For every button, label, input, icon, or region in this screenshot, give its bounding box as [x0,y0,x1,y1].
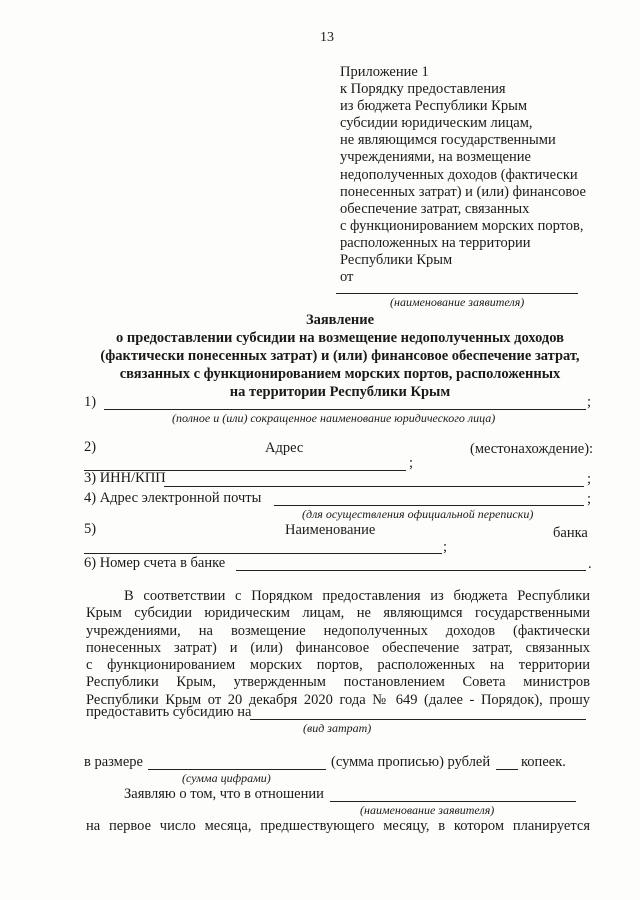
cost-type-line[interactable] [250,719,586,720]
field-6-label: 6) Номер счета в банке [84,555,226,571]
title-line: связанных с функционированием морских портов, расположенных [119,366,561,382]
appendix-line: обеспечение затрат, связанных [340,200,530,217]
field-4-label: 4) Адрес электронной почты [84,490,262,506]
paragraph-line: В соответствии с Порядком предоставления из бюджета Республики [124,588,590,604]
amount-figures-line[interactable] [148,769,326,770]
field-2-label-2: (местонахождение): [470,441,594,457]
appendix-line: расположенных на территории [340,234,531,251]
paragraph-line: Крым субсидии юридическим лицам, не являющимся государственными [86,605,590,622]
title-line: о предоставлении субсидии на возмещение недополученных доходов [116,330,564,346]
title-line: (фактически понесенных затрат) и (или) финансовое обеспечение затрат, [100,348,580,364]
declaration-note: (наименование заявителя) [360,803,495,817]
declaration-applicant-line[interactable] [330,801,576,802]
page-number: 13 [320,30,334,45]
field-5-end: ; [443,539,448,555]
appendix-line: Приложение 1 [340,64,429,80]
appendix-line: Республики Крым [340,252,453,269]
appendix-line: из бюджета Республики Крым [340,98,528,115]
amount-suffix: копеек. [521,754,566,770]
paragraph-line: Республики Крым от 20 декабря 2020 года № 649 (далее - Порядок), прошу [86,691,590,708]
field-5-label-2: банка [553,525,588,541]
amount-note: (сумма цифрами) [182,771,271,785]
main-paragraph [86,588,590,709]
applicant-note: (наименование заявителя) [390,295,525,309]
field-4-end: ; [587,491,592,507]
amount-middle: (сумма прописью) рублей [331,754,491,770]
appendix-line: недополученных доходов (фактически [340,166,578,183]
appendix-line: с функционированием морских портов, [340,217,584,234]
field-5-number: 5) [84,521,97,537]
kopecks-line[interactable] [496,769,518,770]
continuation-paragraph [86,818,590,835]
declaration-text: Заявляю о том, что в отношении [124,786,324,802]
field-3-label: 3) ИНН/КПП [84,470,166,486]
appendix-line: от [340,269,354,286]
field-3-end: ; [587,471,592,487]
continuation-line: на первое число месяца, предшествующего месяцу, в котором планируется [86,818,590,834]
paragraph-last-line: предоставить субсидию на [86,704,252,720]
account-number-line[interactable] [236,570,586,571]
legal-entity-note: (полное и (или) сокращенное наименование юридического лица) [172,411,496,425]
paragraph-line: Республики Крым, утвержденным постановлением Совета министров [86,674,590,691]
appendix-block [340,64,586,286]
legal-entity-name-line[interactable] [104,409,586,410]
field-1-end: ; [587,394,592,410]
title-heading: Заявление [305,312,375,328]
paragraph-line: понесенных затрат) и (или) финансовое обеспечение затрат, связанных [86,639,590,656]
field-2-number: 2) [84,439,97,455]
appendix-line: понесенных затрат) и (или) финансовое [340,183,586,200]
email-line[interactable] [274,505,584,506]
inn-kpp-line[interactable] [164,486,584,487]
bank-name-line[interactable] [84,553,442,554]
appendix-line: субсидии юридическим лицам, [340,115,533,132]
appendix-line: к Порядку предоставления [340,81,506,98]
appendix-line: учреждениями, на возмещение [340,149,531,166]
amount-prefix: в размере [84,754,143,770]
applicant-line[interactable] [336,293,578,294]
paragraph-line: с функционированием морских портов, расположенных на территории [86,657,590,674]
field-2-end: ; [409,455,414,471]
title-line: на территории Республики Крым [229,384,451,400]
field-5-label: Наименование [285,522,376,538]
field-6-end: . [588,556,592,572]
appendix-line: не являющимся государственными [340,132,556,149]
field-2-label: Адрес [265,440,304,456]
email-note: (для осуществления официальной переписки) [302,507,534,521]
paragraph-line: учреждениями, на возмещение недополученных доходов (фактически [86,622,590,639]
field-1-number: 1) [84,394,97,410]
cost-type-note: (вид затрат) [303,721,372,735]
